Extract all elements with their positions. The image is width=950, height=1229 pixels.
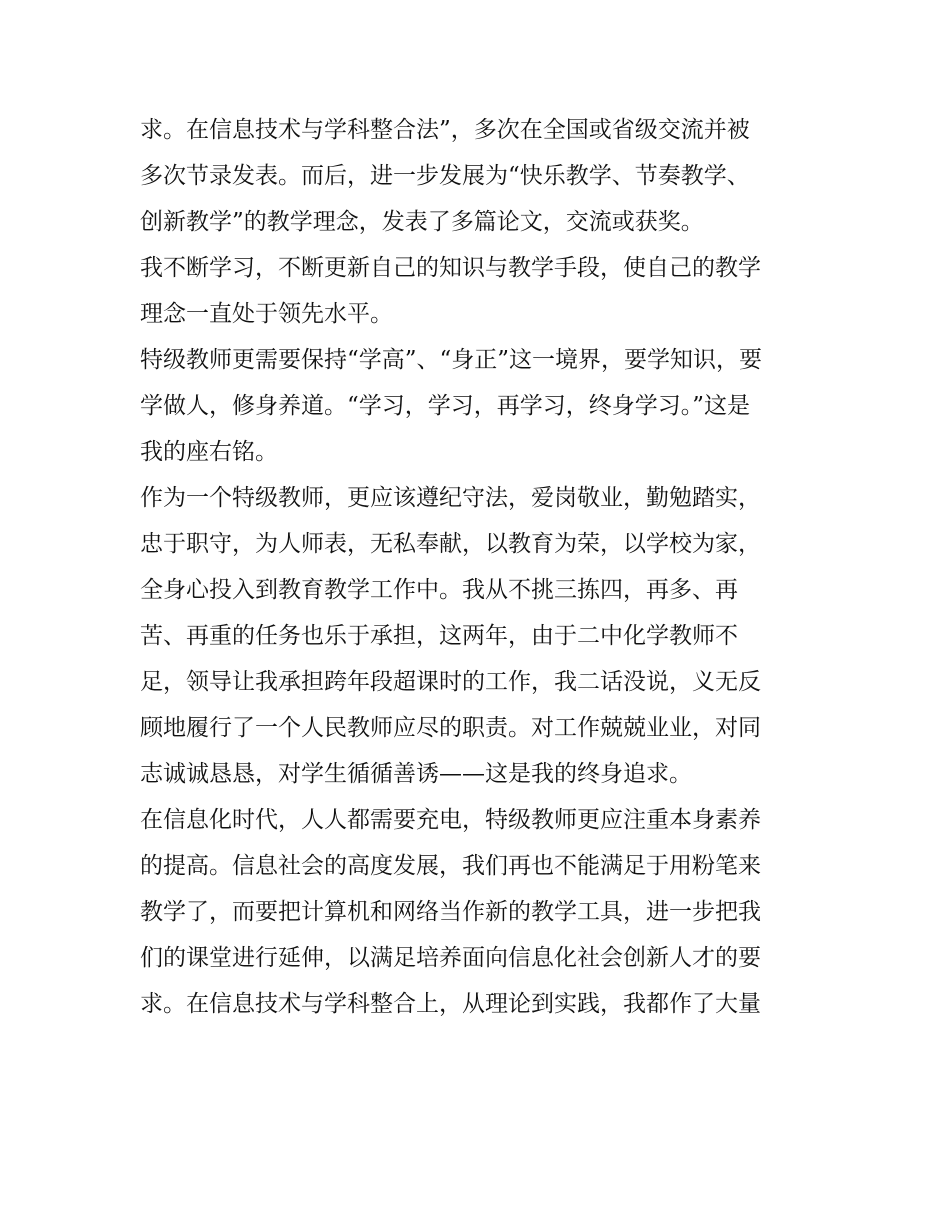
text-line: 忠于职守，为人师表，无私奉献，以教育为荣，以学校为家，: [140, 531, 761, 557]
text-line: 苦、再重的任务也乐于承担，这两年，由于二中化学教师不: [140, 623, 738, 649]
document-body-text: [140, 107, 820, 1027]
text-line: 创新教学”的教学理念，发表了多篇论文，交流或获奖。: [140, 209, 704, 235]
text-line: 特级教师更需要保持“学高”、“身正”这一境界，要学知识，要: [140, 347, 763, 373]
text-line: 求。在信息技术与学科整合上，从理论到实践，我都作了大量: [140, 991, 761, 1017]
text-line: 志诚诚恳恳，对学生循循善诱——这是我的终身追求。: [140, 761, 692, 787]
text-line: 作为一个特级教师，更应该遵纪守法，爱岗敬业，勤勉踏实，: [140, 485, 761, 511]
text-line: 求。在信息技术与学科整合法”，多次在全国或省级交流并被: [140, 117, 750, 143]
text-line: 们的课堂进行延伸，以满足培养面向信息化社会创新人才的要: [140, 945, 761, 971]
text-line: 理念一直处于领先水平。: [140, 301, 393, 327]
text-line: 顾地履行了一个人民教师应尽的职责。对工作兢兢业业，对同: [140, 715, 761, 741]
text-line: 全身心投入到教育教学工作中。我从不挑三拣四，再多、再: [140, 577, 738, 603]
text-line: 多次节录发表。而后，进一步发展为“快乐教学、节奏教学、: [140, 163, 750, 189]
text-line: 我的座右铭。: [140, 439, 278, 465]
text-line: 教学了，而要把计算机和网络当作新的教学工具，进一步把我: [140, 899, 761, 925]
text-line: 的提高。信息社会的高度发展，我们再也不能满足于用粉笔来: [140, 853, 761, 879]
text-line: 学做人，修身养道。“学习，学习，再学习，终身学习。”这是: [140, 393, 751, 419]
text-line: 我不断学习，不断更新自己的知识与教学手段，使自己的教学: [140, 255, 761, 281]
text-line: 在信息化时代，人人都需要充电，特级教师更应注重本身素养: [140, 807, 761, 833]
text-line: 足，领导让我承担跨年段超课时的工作，我二话没说，义无反: [140, 669, 761, 695]
